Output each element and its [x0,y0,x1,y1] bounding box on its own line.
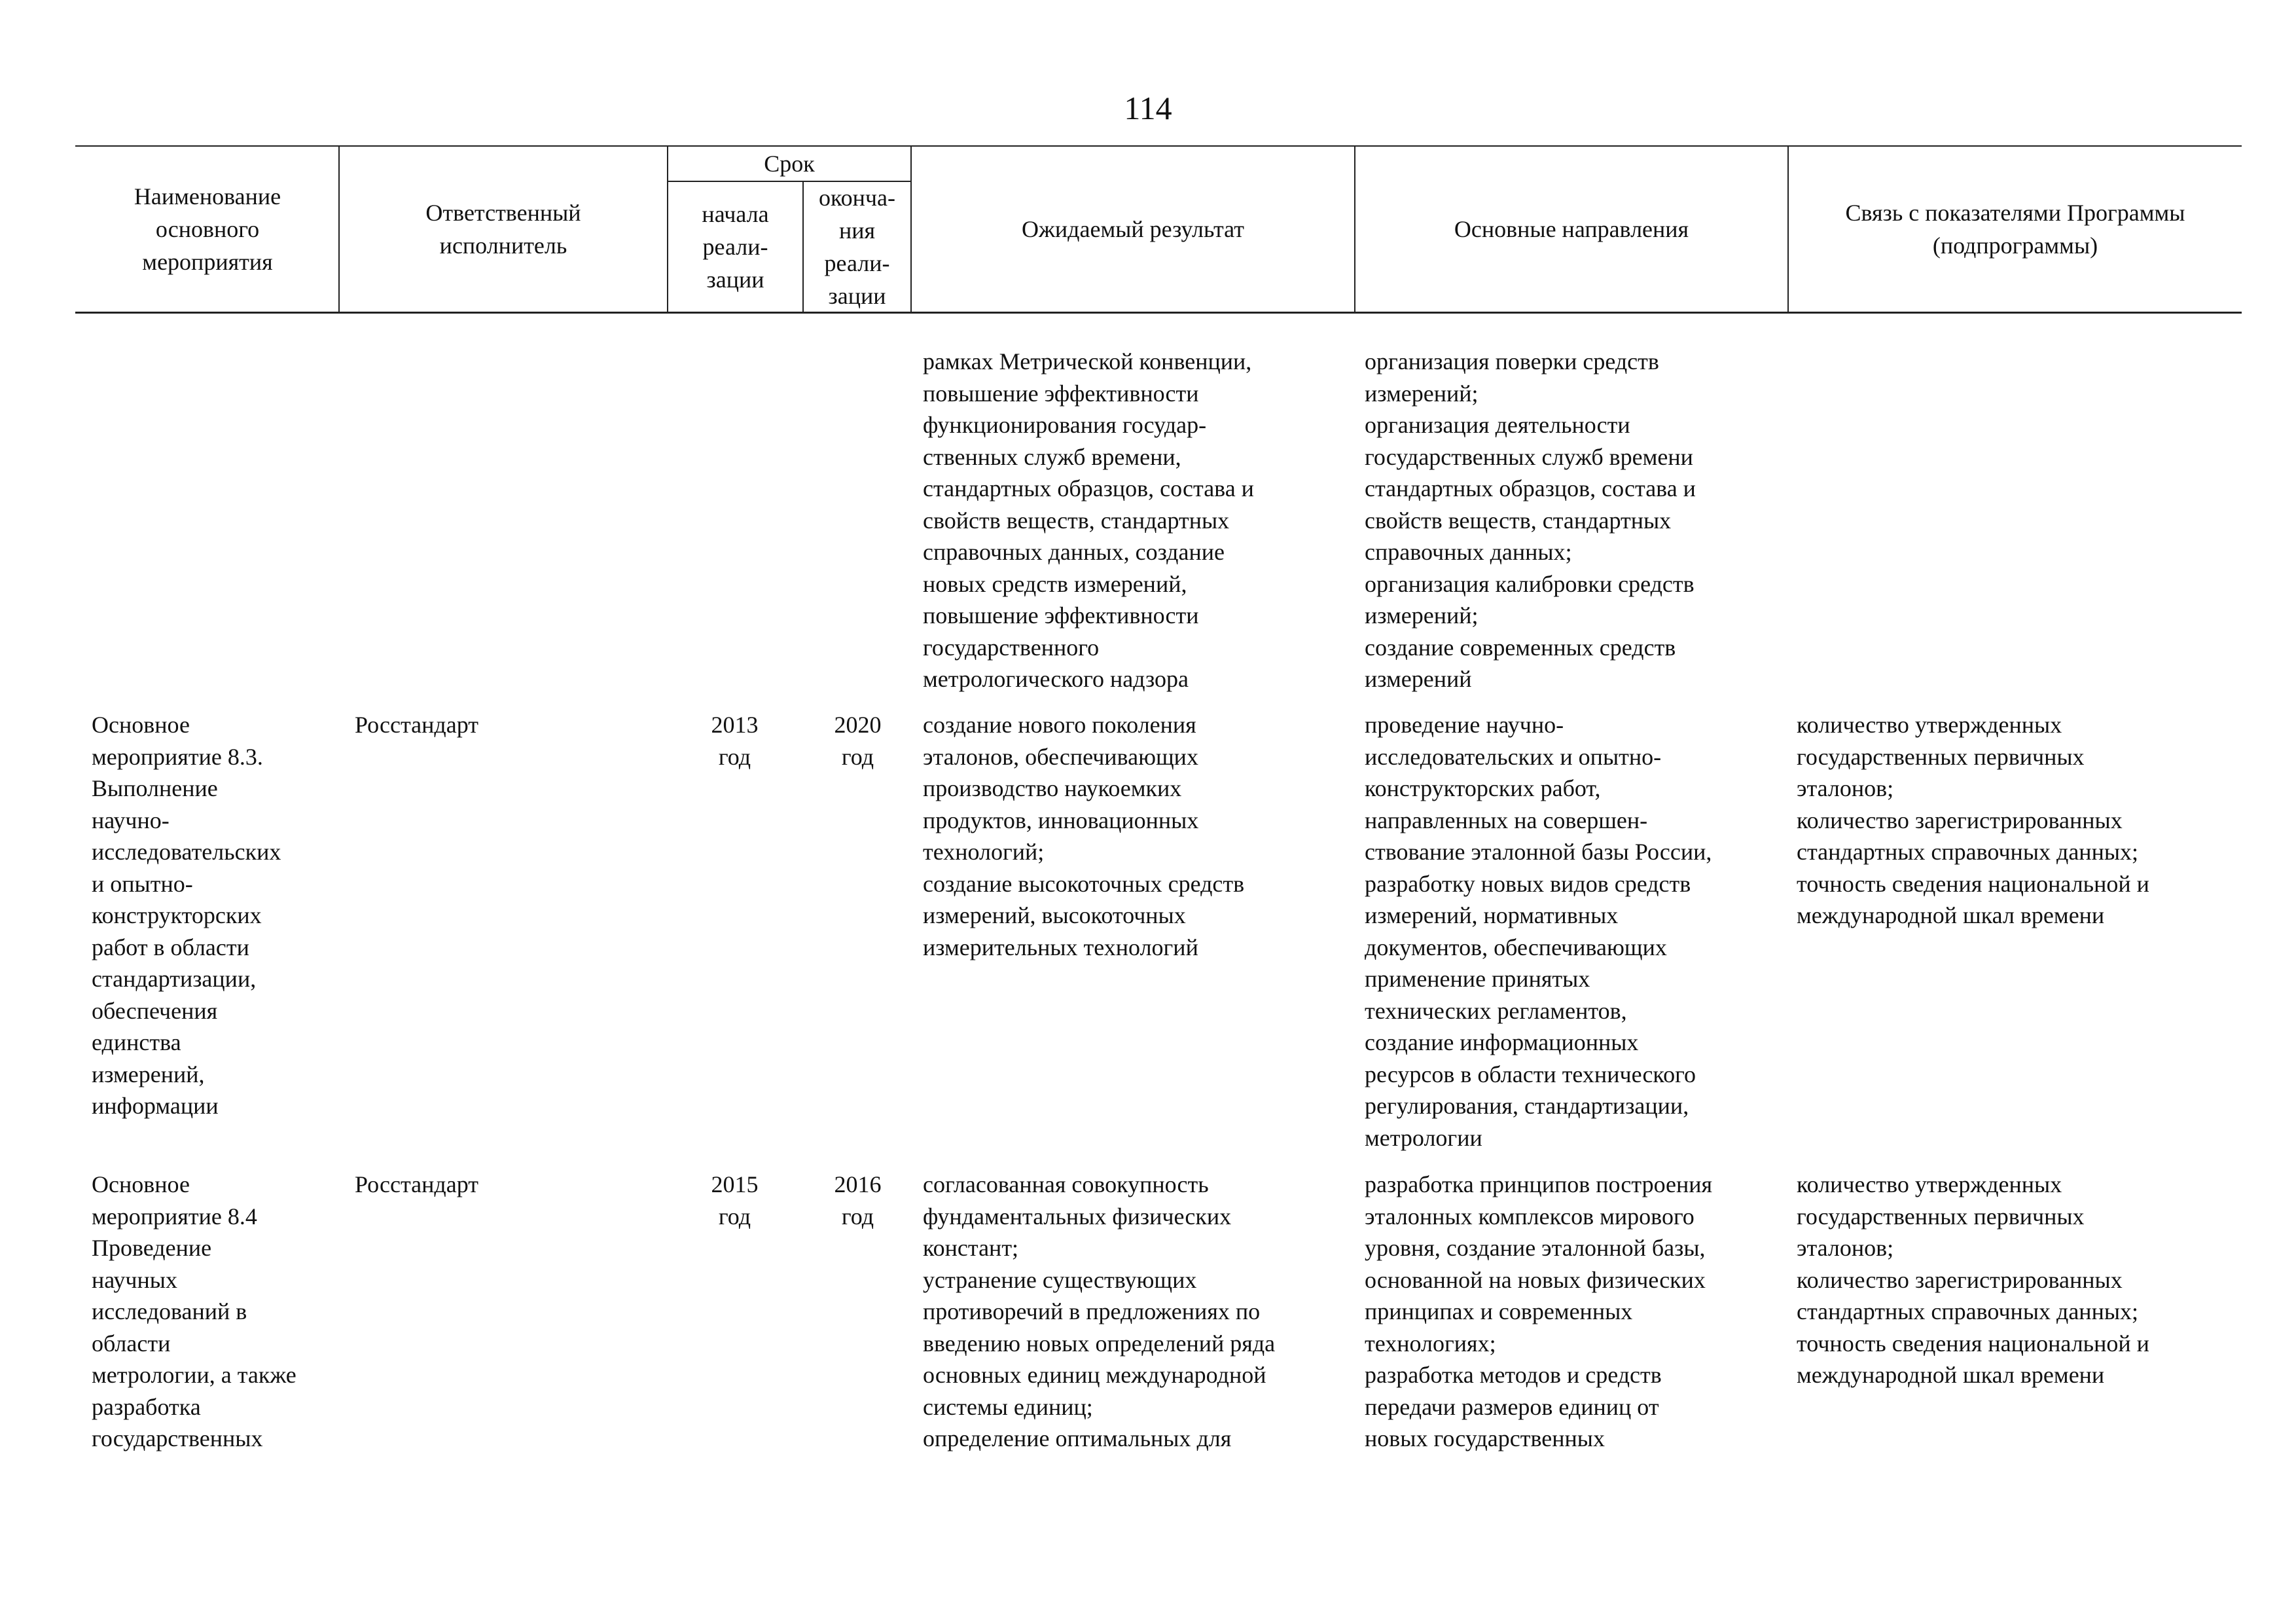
header-start: начала реали- зации [702,201,769,293]
row2-start: 2013 год [711,712,759,770]
row2-name: Основное мероприятие 8.3. Выполнение научно- исследовательских и опытно- конструкторских работ в области стандартизации, обеспечения единства измерений, информации [92,712,281,1119]
row2-directions: проведение научно- исследовательских и опытно- конструкторских работ, направленных на совершен- ствование эталонной базы России, разработку новых видов средств измерений, нормативных документов, обеспечивающих применение принятых технических регламентов, создание информационных ресурсов в области технического регулирования, стандартизации, метрологии [1365,712,1712,1151]
header-link: Связь с показателями Программы (подпрограммы) [1845,200,2185,259]
row2-link: количество утвержденных государственных первичных эталонов; количество зарегистрированных стандартных справочных данных; точность сведения национальной и международной шкал времени [1797,712,2149,928]
header-executor: Ответственный исполнитель [425,200,581,259]
header-end: оконча- ния реали- зации [819,185,895,309]
page-number: 114 [1124,90,1172,126]
row3-link: количество утвержденных государственных первичных эталонов; количество зарегистрированных стандартных справочных данных; точность сведения национальной и международной шкал времени [1797,1171,2149,1388]
row3-result: согласованная совокупность фундаментальных физических констант; устранение существующих противоречий в предложениях по введению новых определений ряда основных единиц международной системы единиц; определение оптимальных для [923,1171,1276,1451]
row1-result: рамках Метрической конвенции, повышение эффективности функционирования государ- ственных служб времени, стандартных образцов, состава и свойств веществ, стандартных справочных данных, создание новых средств измерений, повышение эффективности государственного метрологического надзора [923,348,1254,692]
row3-end: 2016 год [834,1171,882,1230]
header-result: Ожидаемый результат [1022,216,1244,242]
row3-executor: Росстандарт [355,1171,478,1197]
row3-directions: разработка принципов построения эталонных комплексов мирового уровня, создание эталонной базы, основанной на новых физических принципах и современных технологиях; разработка методов и средств передачи размеров единиц от новых государственных [1365,1171,1713,1451]
header-name: Наименование основного мероприятия [134,183,281,275]
row2-end: 2020 год [834,712,882,770]
row3-start: 2015 год [711,1171,759,1230]
row1-directions: организация поверки средств измерений; организация деятельности государственных служб времени стандартных образцов, состава и свойств веществ, стандартных справочных данных; организация калибровки средств измерений; создание современных средств измерений [1365,348,1696,692]
row2-executor: Росстандарт [355,712,478,738]
header-bottom-rule [75,312,2242,314]
header-directions: Основные направления [1454,216,1689,242]
header-term: Срок [764,151,815,177]
row3-name: Основное мероприятие 8.4 Проведение научных исследований в области метрологии, а также разработка государственных [92,1171,296,1451]
row2-result: создание нового поколения эталонов, обеспечивающих производство наукоемких продуктов, инновационных технологий; создание высокоточных средств измерений, высокоточных измерительных технологий [923,712,1245,960]
